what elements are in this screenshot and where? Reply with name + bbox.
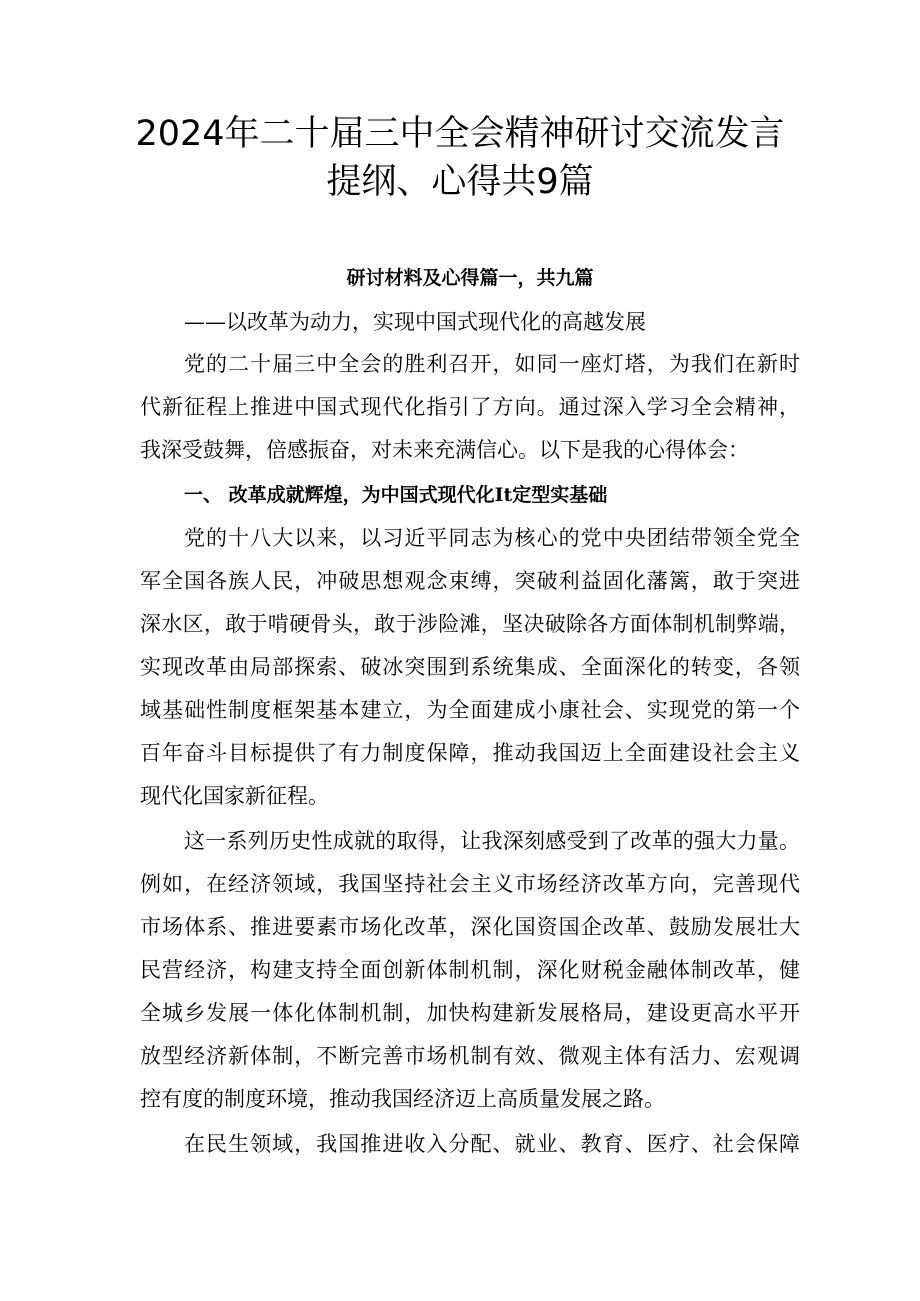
paragraph-line: 代新征程上推进中国式现代化指引了方向。通过深入学习全会精神， — [140, 395, 800, 419]
paragraph-line: 党的十八大以来，以习近平同志为核心的党中央团结带领全党全 — [184, 526, 800, 550]
paragraph-line: 域基础性制度框架基本建立，为全面建成小康社会、实现党的第一个 — [140, 698, 800, 722]
paragraph-line: 深水区，敢于啃硬骨头，敢于涉险滩，坚决破除各方面体制机制弊端， — [140, 612, 800, 636]
paragraph-line: 例如，在经济领域，我国坚持社会主义市场经济改革方向，完善现代 — [140, 872, 800, 896]
paragraph-line: 民营经济，构建支持全面创新体制机制，深化财税金融体制改革，健 — [140, 958, 800, 982]
section-heading: 研讨材料及心得篇一，共九篇 — [346, 267, 594, 289]
paragraph-line: 军全国各族人民，冲破思想观念束缚，突破利益固化藩篱，敢于突进 — [140, 569, 800, 593]
paragraph-line: 这一系列历史性成就的取得，让我深刻感受到了改革的强大力量。 — [184, 829, 800, 853]
subsection-heading-1: 一、 改革成就辉煌，为中国式现代化It定型实基础 — [184, 484, 608, 506]
section-subtitle: ——以改革为动力，实现中国式现代化的高越发展 — [184, 310, 646, 334]
paragraph-line: 现代化国家新征程。 — [140, 784, 329, 808]
document-title-line-1: 2024年二十届三中全会精神研讨交流发言 — [135, 114, 785, 154]
paragraph-line: 放型经济新体制，不断完善市场机制有效、微观主体有活力、宏观调 — [140, 1044, 800, 1068]
paragraph-line: 我深受鼓舞，倍感振奋，对未来充满信心。以下是我的心得体会： — [140, 438, 749, 462]
paragraph-line: 百年奋斗目标提供了有力制度保障，推动我国迈上全面建设社会主义 — [140, 741, 800, 765]
paragraph-line: 党的二十届三中全会的胜利召开，如同一座灯塔，为我们在新时 — [184, 352, 800, 376]
document-title-line-2: 提纲、心得共9篇 — [326, 162, 594, 202]
paragraph-line: 在民生领域，我国推进收入分配、就业、教育、医疗、社会保障 — [184, 1132, 800, 1156]
paragraph-line: 市场体系、推进要素市场化改革，深化国资国企改革、鼓励发展壮大 — [140, 915, 800, 939]
paragraph-line: 实现改革由局部探索、破冰突围到系统集成、全面深化的转变，各领 — [140, 655, 800, 679]
paragraph-line: 控有度的制度环境，推动我国经济迈上高质量发展之路。 — [140, 1087, 665, 1111]
paragraph-line: 全城乡发展一体化体制机制，加快构建新发展格局，建设更高水平开 — [140, 1001, 800, 1025]
